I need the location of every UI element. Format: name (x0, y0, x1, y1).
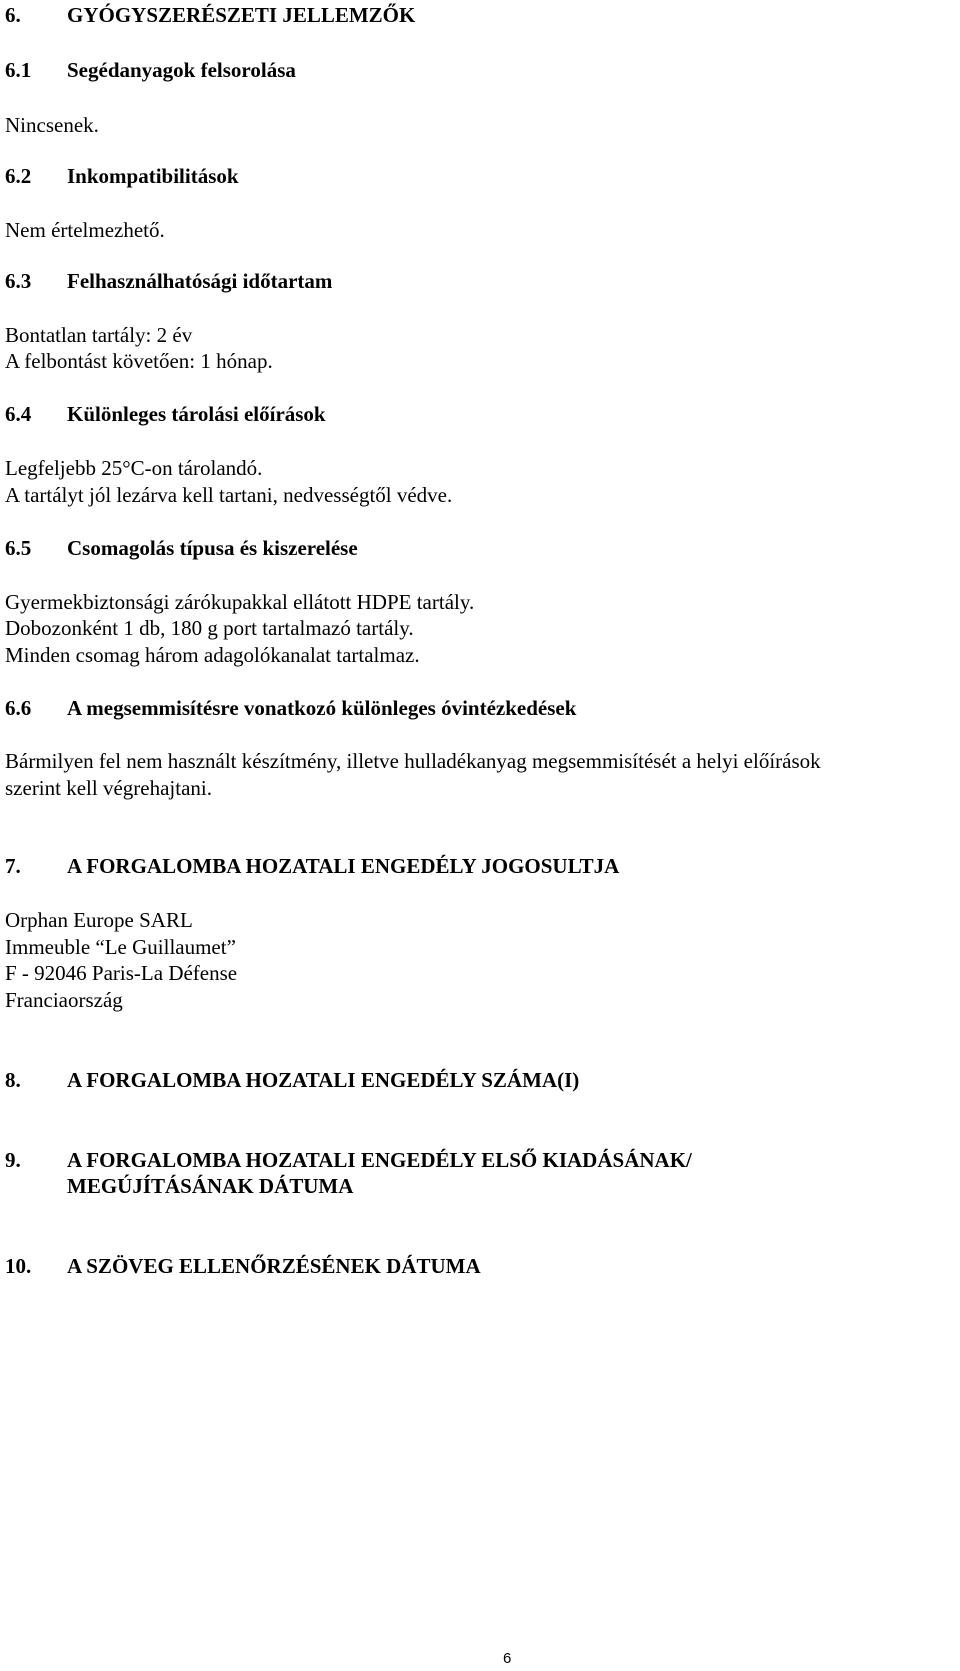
subsection-number: 6.1 (5, 58, 32, 82)
subsection-number: 6.6 (5, 696, 32, 720)
section-title-line-2: MEGÚJÍTÁSÁNAK DÁTUMA (67, 1174, 354, 1198)
body-text: A tartályt jól lezárva kell tartani, nedvességtől védve. (5, 483, 453, 507)
address-line: F - 92046 Paris-La Défense (5, 961, 238, 985)
body-text: A felbontást követően: 1 hónap. (5, 349, 273, 373)
subsection-title: Inkompatibilitások (67, 164, 239, 188)
address-line: Immeuble “Le Guillaumet” (5, 935, 236, 959)
body-text: Nincsenek. (5, 113, 99, 137)
body-text: Bármilyen fel nem használt készítmény, illetve hulladékanyag megsemmisítését a helyi előírások (5, 749, 821, 773)
subsection-number: 6.4 (5, 402, 32, 426)
body-text: Bontatlan tartály: 2 év (5, 323, 193, 347)
body-text: Minden csomag három adagolókanalat tartalmaz. (5, 643, 420, 667)
section-title: GYÓGYSZERÉSZETI JELLEMZŐK (67, 3, 416, 27)
subsection-title: Segédanyagok felsorolása (67, 58, 296, 82)
section-number: 8. (5, 1068, 21, 1092)
subsection-number: 6.2 (5, 164, 32, 188)
subsection-number: 6.3 (5, 269, 32, 293)
section-number: 7. (5, 854, 21, 878)
section-number: 10. (5, 1254, 32, 1278)
body-text: Legfeljebb 25°C-on tárolandó. (5, 456, 263, 480)
section-number: 9. (5, 1148, 21, 1172)
subsection-title: A megsemmisítésre vonatkozó különleges óvintézkedések (67, 696, 577, 720)
section-title: A SZÖVEG ELLENŐRZÉSÉNEK DÁTUMA (67, 1254, 481, 1278)
subsection-title: Különleges tárolási előírások (67, 402, 326, 426)
body-text: Nem értelmezhető. (5, 218, 165, 242)
section-title: A FORGALOMBA HOZATALI ENGEDÉLY SZÁMA(I) (67, 1068, 580, 1092)
page-number: 6 (503, 1650, 512, 1667)
section-title: A FORGALOMBA HOZATALI ENGEDÉLY JOGOSULTJA (67, 854, 620, 878)
body-text: Dobozonként 1 db, 180 g port tartalmazó tartály. (5, 616, 414, 640)
subsection-number: 6.5 (5, 536, 32, 560)
subsection-title: Csomagolás típusa és kiszerelése (67, 536, 358, 560)
address-line: Franciaország (5, 988, 123, 1012)
section-number: 6. (5, 3, 21, 27)
section-title-line-1: A FORGALOMBA HOZATALI ENGEDÉLY ELSŐ KIADÁSÁNAK/ (67, 1148, 692, 1172)
body-text: szerint kell végrehajtani. (5, 776, 212, 800)
address-line: Orphan Europe SARL (5, 908, 193, 932)
subsection-title: Felhasználhatósági időtartam (67, 269, 333, 293)
body-text: Gyermekbiztonsági zárókupakkal ellátott HDPE tartály. (5, 590, 475, 614)
